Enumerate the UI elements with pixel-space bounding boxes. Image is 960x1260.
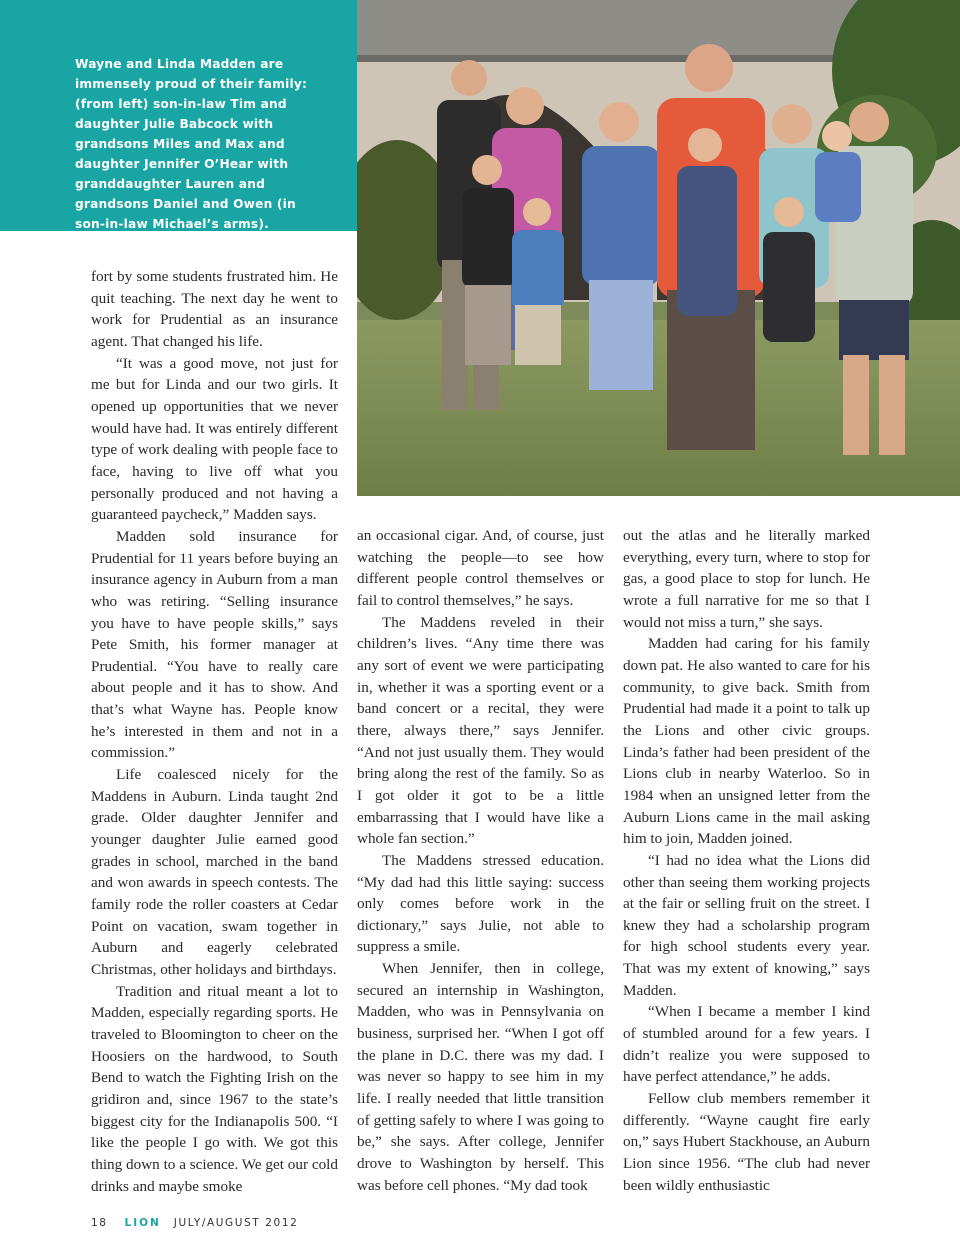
- paragraph: When Jennifer, then in college, secured an internship in Washington, Madden, who was in Pennsylvania on business, surprised her. “When I got off the plane in D.C. there was my dad. I was never so happy to see him in my life. I really needed that little transition of getting safely to where I was going to be,” she says. After college, Jennifer drove to Washington by herself. This was before cell phones. “My dad took: [357, 960, 604, 1194]
- magazine-brand: LION: [124, 1217, 161, 1229]
- photo-credit: Photo by Dan Morris: [75, 248, 172, 259]
- family-photo-illustration: [357, 0, 960, 496]
- paragraph: “When I became a member I kind of stumbled around for a few years. I didn’t realize you were supposed to have perfect attendance,” he adds.: [623, 1003, 870, 1086]
- paragraph: Fellow club members remember it differently. “Wayne caught fire early on,” says Hubert Stackhouse, an Auburn Lion since 1956. “The club had never been wildly enthusiastic: [623, 1090, 870, 1194]
- paragraph: Madden sold insurance for Prudential for 11 years before buying an insurance agency in Auburn from a man who was retiring. “Selling insurance you have to have people skills,” says Pete Smith, his former manager at Prudential. “You have to really care about people and it has to show. And that’s what Wayne has. People know he’s interested in them and not in a commission.”: [91, 527, 338, 762]
- paragraph: “It was a good move, not just for me but for Linda and our two girls. It opened up opportunities that we never would have had. It was entirely different type of work dealing with people face to face, having to live off what you personally produced and not having a guaranteed paycheck,” Madden says.: [91, 354, 338, 524]
- paragraph: Tradition and ritual meant a lot to Madden, especially regarding sports. He traveled to Bloomington to cheer on the Hoosiers on the hardwood, to South Bend to watch the Fighting Irish on the gridiron and, since 1967 to the state’s biggest city for the Indianapolis 500. “I like the people I go with. We got this thing down to a science. We get our cold drinks and maybe smoke: [91, 982, 338, 1195]
- article-column-2: [357, 525, 604, 1196]
- paragraph: Life coalesced nicely for the Maddens in Auburn. Linda taught 2nd grade. Older daughter Jennifer and younger daughter Julie earned good grades in school, marched in the band and won awards in speech contests. The family rode the roller coasters at Cedar Point on vacation, swam together in Auburn and eagerly celebrated Christmas, other holidays and birthdays.: [91, 766, 338, 978]
- paragraph: an occasional cigar. And, of course, just watching the people—to see how different people control themselves or fail to control themselves,” he says.: [357, 527, 604, 609]
- photo-caption-box: [0, 0, 357, 259]
- family-photo: [357, 0, 960, 496]
- photo-caption: Wayne and Linda Madden are immensely proud of their family: (from left) son-in-law Tim and daughter Julie Babcock with grandsons Miles and Max and daughter Jennifer O’Hear with granddaughter Lauren and grandsons Daniel and Owen (in son-in-law Michael’s arms).: [75, 57, 308, 231]
- article-column-1: [91, 266, 338, 1197]
- paragraph: The Maddens reveled in their children’s lives. “Any time there was any sort of event we were participating in, whether it was a sporting event or a band concert or a recital, they were there, always there,” says Jennifer. “And not just usually them. They would bring along the rest of the family. So as I got older it got to be a little embarrassing that I would have like a whole fan section.”: [357, 613, 604, 848]
- page-footer: [91, 1217, 298, 1229]
- article-column-3: [623, 525, 870, 1196]
- page-number: 18: [91, 1217, 108, 1229]
- paragraph: Madden had caring for his family down pat. He also wanted to care for his community, to give back. Smith from Prudential had made it a point to talk up the Lions and other civic groups. Linda’s father had been president of the Lions club in nearby Waterloo. So in 1984 when an unsigned letter from the Auburn Lions came in the mail asking him to join, Madden joined.: [623, 635, 870, 848]
- paragraph: “I had no idea what the Lions did other than seeing them working projects at the fair or selling fruit on the street. I knew they had a scholarship program for high school students every year. That was my extent of knowing,” says Madden.: [623, 851, 870, 999]
- paragraph: out the atlas and he literally marked everything, every turn, where to stop for gas, a good place to stop for lunch. He wrote a full narrative for me so that I would not miss a turn,” she says.: [623, 527, 870, 631]
- issue-date: JULY/AUGUST 2012: [173, 1217, 299, 1229]
- paragraph: fort by some students frustrated him. He quit teaching. The next day he went to work for Prudential as an insurance agent. That changed his life.: [91, 268, 338, 350]
- paragraph: The Maddens stressed education. “My dad had this little saying: success only comes before work in the dictionary,” says Julie, not able to suppress a smile.: [357, 851, 604, 956]
